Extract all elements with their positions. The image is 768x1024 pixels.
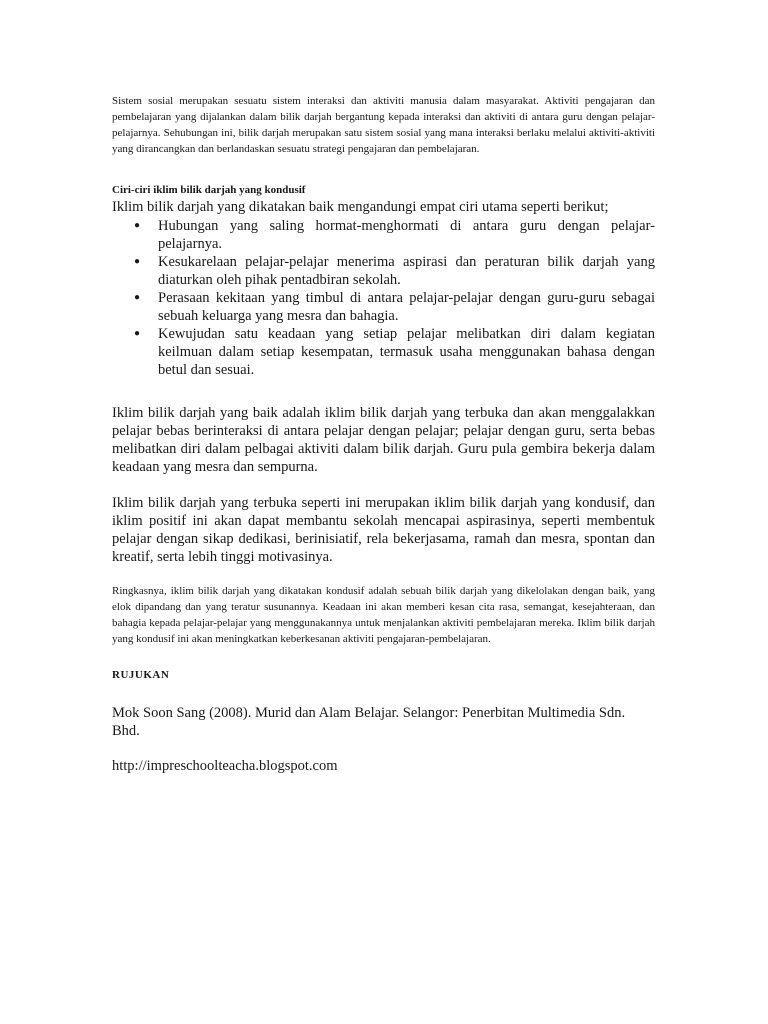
- reference-entry: Mok Soon Sang (2008). Murid dan Alam Belajar. Selangor: Penerbitan Multimedia Sdn. Bhd.: [112, 705, 626, 739]
- list-item: [134, 325, 655, 379]
- intro-paragraph: Sistem sosial merupakan sesuatu sistem interaksi dan aktiviti manusia dalam masyarakat. Aktiviti pengajaran dan pembelajaran yang dijalankan dalam bilik darjah bergantung kepada interaksi dan aktiviti di antara guru dengan pelajar-pelajarnya. Sehubungan ini, bilik darjah merupakan satu sistem sosial yang mana interaksi berlaku melalui aktiviti-aktiviti yang dirancangkan dan berlandaskan sesuatu strategi pengajaran dan pembelajaran.: [112, 95, 655, 155]
- bullet-icon: ●: [134, 328, 141, 339]
- list-item: [134, 253, 655, 289]
- bullet-icon: ●: [134, 292, 141, 303]
- list-item: [134, 217, 655, 253]
- reference-url: http://impreschoolteacha.blogspot.com: [112, 758, 338, 774]
- list-item: [134, 289, 655, 325]
- list-item-text: Perasaan kekitaan yang timbul di antara pelajar-pelajar dengan guru-guru sebagai sebuah keluarga yang mesra dan bahagia.: [158, 290, 655, 324]
- section-heading: Ciri-ciri iklim bilik darjah yang kondusif: [112, 184, 306, 196]
- references-heading: RUJUKAN: [112, 669, 170, 681]
- bullet-icon: ●: [134, 256, 141, 267]
- list-item-text: Kewujudan satu keadaan yang setiap pelajar melibatkan diri dalam kegiatan keilmuan dalam setiap kesempatan, termasuk usaha menggunakan bahasa dengan betul dan sesuai.: [158, 326, 655, 378]
- list-item-text: Hubungan yang saling hormat-menghormati di antara guru dengan pelajar-pelajarnya.: [158, 218, 655, 252]
- bullet-icon: ●: [134, 220, 141, 231]
- list-item-text: Kesukarelaan pelajar-pelajar menerima aspirasi dan peraturan bilik darjah yang diaturkan oleh pihak pentadbiran sekolah.: [158, 254, 655, 288]
- open-climate-paragraph: Iklim bilik darjah yang baik adalah iklim bilik darjah yang terbuka dan akan menggalakkan pelajar bebas berinteraksi di antara pelajar dengan pelajar; pelajar dengan guru, serta bebas melibatkan diri dalam pelbagai aktiviti dalam bilik darjah. Guru pula gembira bekerja dalam keadaan yang mesra dan sempurna.: [112, 405, 655, 475]
- document-page: [112, 93, 655, 775]
- summary-paragraph: Ringkasnya, iklim bilik darjah yang dikatakan kondusif adalah sebuah bilik darjah yang dikelolakan dengan baik, yang elok dipandang dan yang teratur susunannya. Keadaan ini akan memberi kesan cita rasa, semangat, kesejahteraan, dan bahagia kepada pelajar-pelajar yang menggunakannya untuk menjalankan aktiviti pembelajaran mereka. Iklim bilik darjah yang kondusif ini akan meningkatkan keberkesanan aktiviti pengajaran-pembelajaran.: [112, 585, 655, 645]
- lead-sentence: Iklim bilik darjah yang dikatakan baik mengandungi empat ciri utama seperti berikut;: [112, 199, 609, 215]
- conducive-climate-paragraph: Iklim bilik darjah yang terbuka seperti ini merupakan iklim bilik darjah yang kondusif, dan iklim positif ini akan dapat membantu sekolah mencapai aspirasinya, seperti membentuk pelajar dengan sikap dedikasi, berinisiatif, rela bekerjasama, ramah dan mesra, spontan dan kreatif, serta lebih tinggi motivasinya.: [112, 495, 655, 565]
- characteristics-list: [112, 217, 655, 379]
